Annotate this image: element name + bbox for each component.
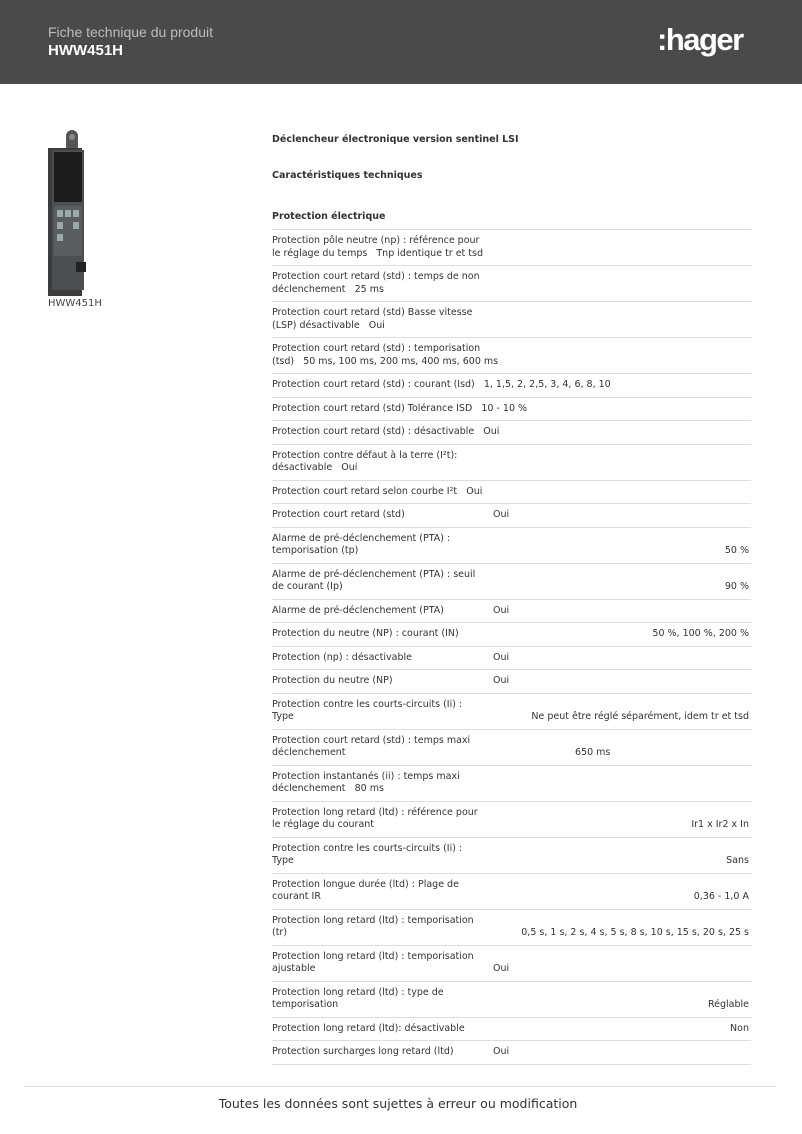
spec-table — [272, 229, 751, 1065]
spec-label: Protection court retard selon courbe I²t — [272, 485, 458, 497]
spec-value: Oui — [493, 963, 510, 974]
spec-value: Oui — [493, 675, 510, 686]
spec-label: Protection surcharges long retard (ltd) — [272, 1046, 454, 1057]
spec-value: Non — [730, 1022, 749, 1034]
spec-label: Protection court retard (std) : désactivable — [272, 426, 475, 437]
spec-label: Protection court retard (std) — [272, 509, 405, 520]
spec-value: Sans — [726, 855, 749, 866]
spec-value: Oui — [493, 1046, 510, 1057]
spec-label: Protection contre les courts-circuits (Ii) : Type — [272, 842, 463, 866]
spec-label: Protection court retard (std) Basse vitesse (LSP) désactivable — [272, 307, 473, 331]
page-header — [0, 0, 802, 84]
spec-label: Alarme de pré-déclenchement (PTA) — [272, 604, 444, 616]
spec-value: 1, 1,5, 2, 2,5, 3, 4, 6, 8, 10 — [483, 379, 611, 390]
spec-label: Protection pôle neutre (np) : référence pour le réglage du temps — [272, 235, 480, 259]
spec-value: Réglable — [707, 999, 749, 1010]
spec-value: 10 - 10 % — [481, 402, 528, 414]
spec-value: Tnp identique tr et tsd — [376, 247, 484, 259]
header-title: HWW451H — [48, 42, 124, 59]
spec-value: Ir1 x Ir2 x In — [691, 819, 749, 830]
spec-row — [272, 910, 751, 946]
spec-row — [272, 766, 751, 802]
spec-row — [272, 338, 751, 374]
spec-row — [272, 302, 751, 338]
header-subtitle: Fiche technique du produit — [48, 24, 213, 40]
spec-label: Alarme de pré-déclenchement (PTA) : seuil de courant (Ip) — [272, 568, 476, 592]
footer-divider — [24, 1086, 776, 1087]
spec-label: Protection long retard (ltd): désactivable — [272, 1022, 465, 1034]
spec-row — [272, 445, 751, 481]
spec-row — [272, 398, 751, 422]
spec-value: Oui — [493, 509, 510, 520]
spec-label: Protection (np) : désactivable — [272, 651, 412, 663]
spec-row — [272, 838, 751, 874]
spec-row — [272, 374, 751, 398]
spec-row — [272, 802, 751, 838]
spec-label: Protection contre défaut à la terre (I²t): désactivable — [272, 449, 458, 473]
spec-value: Oui — [341, 462, 358, 473]
footer-disclaimer: Toutes les données sont sujettes à erreur ou modification — [218, 1096, 578, 1111]
spec-value: 50 % — [724, 545, 749, 556]
spec-label: Protection long retard (ltd) : temporisation ajustable — [272, 950, 474, 974]
spec-row — [272, 600, 751, 624]
spec-label: Protection court retard (std) : temps maxi déclenchement — [272, 734, 471, 758]
spec-row — [272, 670, 751, 694]
spec-label: Protection instantanés (ii) : temps maxi déclenchement — [272, 770, 460, 794]
spec-value: 90 % — [724, 581, 749, 592]
spec-label: Protection court retard (std) Tolérance ISD — [272, 402, 473, 414]
spec-value: Oui — [368, 319, 385, 331]
spec-row — [272, 623, 751, 647]
spec-row — [272, 1018, 751, 1042]
spec-row — [272, 647, 751, 671]
spec-row — [272, 504, 751, 528]
product-caption: HWW451H — [48, 298, 102, 309]
spec-label: Protection court retard (std) : temps de non déclenchement — [272, 271, 480, 295]
spec-value: Oui — [483, 426, 500, 437]
spec-value: 25 ms — [354, 283, 384, 295]
product-image — [46, 130, 102, 296]
spec-row — [272, 694, 751, 730]
spec-row — [272, 266, 751, 302]
hager-logo: :hager — [657, 22, 743, 57]
spec-row — [272, 874, 751, 910]
spec-row — [272, 946, 751, 982]
section-heading: Caractéristiques techniques — [272, 170, 423, 181]
spec-row — [272, 421, 751, 445]
spec-value: Ne peut être réglé séparément, idem tr et tsd — [531, 711, 749, 722]
spec-row — [272, 730, 751, 766]
product-name: Déclencheur électronique version sentinel LSI — [272, 134, 519, 145]
spec-label: Protection long retard (ltd) : temporisation (tr) — [272, 914, 474, 938]
spec-row — [272, 982, 751, 1018]
spec-row — [272, 564, 751, 600]
spec-label: Protection long retard (ltd) : référence pour le réglage du courant — [272, 806, 478, 830]
spec-label: Alarme de pré-déclenchement (PTA) : temporisation (tp) — [272, 532, 451, 556]
spec-label: Protection court retard (std) : courant (Isd) — [272, 379, 475, 390]
spec-row — [272, 230, 751, 266]
spec-label: Protection long retard (ltd) : type de temporisation — [272, 986, 444, 1010]
spec-label: Protection du neutre (NP) — [272, 675, 393, 686]
spec-label: Protection court retard (std) : temporisation (tsd) — [272, 343, 481, 367]
group-heading: Protection électrique — [272, 211, 386, 222]
spec-value: Oui — [466, 485, 483, 497]
spec-label: Protection longue durée (ltd) : Plage de courant IR — [272, 878, 459, 902]
spec-value: 0,36 - 1,0 A — [693, 891, 749, 902]
spec-value: 50 %, 100 %, 200 % — [652, 628, 749, 639]
spec-label: Protection du neutre (NP) : courant (IN) — [272, 628, 459, 639]
spec-row — [272, 528, 751, 564]
spec-value: 0,5 s, 1 s, 2 s, 4 s, 5 s, 8 s, 10 s, 15 s, 20 s, 25 s — [521, 927, 749, 938]
spec-value: 50 ms, 100 ms, 200 ms, 400 ms, 600 ms — [303, 355, 499, 367]
spec-row — [272, 481, 751, 505]
spec-value: 80 ms — [354, 783, 384, 794]
spec-value: Oui — [493, 651, 510, 663]
spec-row — [272, 1041, 751, 1065]
spec-value: 650 ms — [575, 747, 611, 758]
spec-label: Protection contre les courts-circuits (Ii) : Type — [272, 698, 463, 722]
spec-value: Oui — [493, 604, 510, 616]
